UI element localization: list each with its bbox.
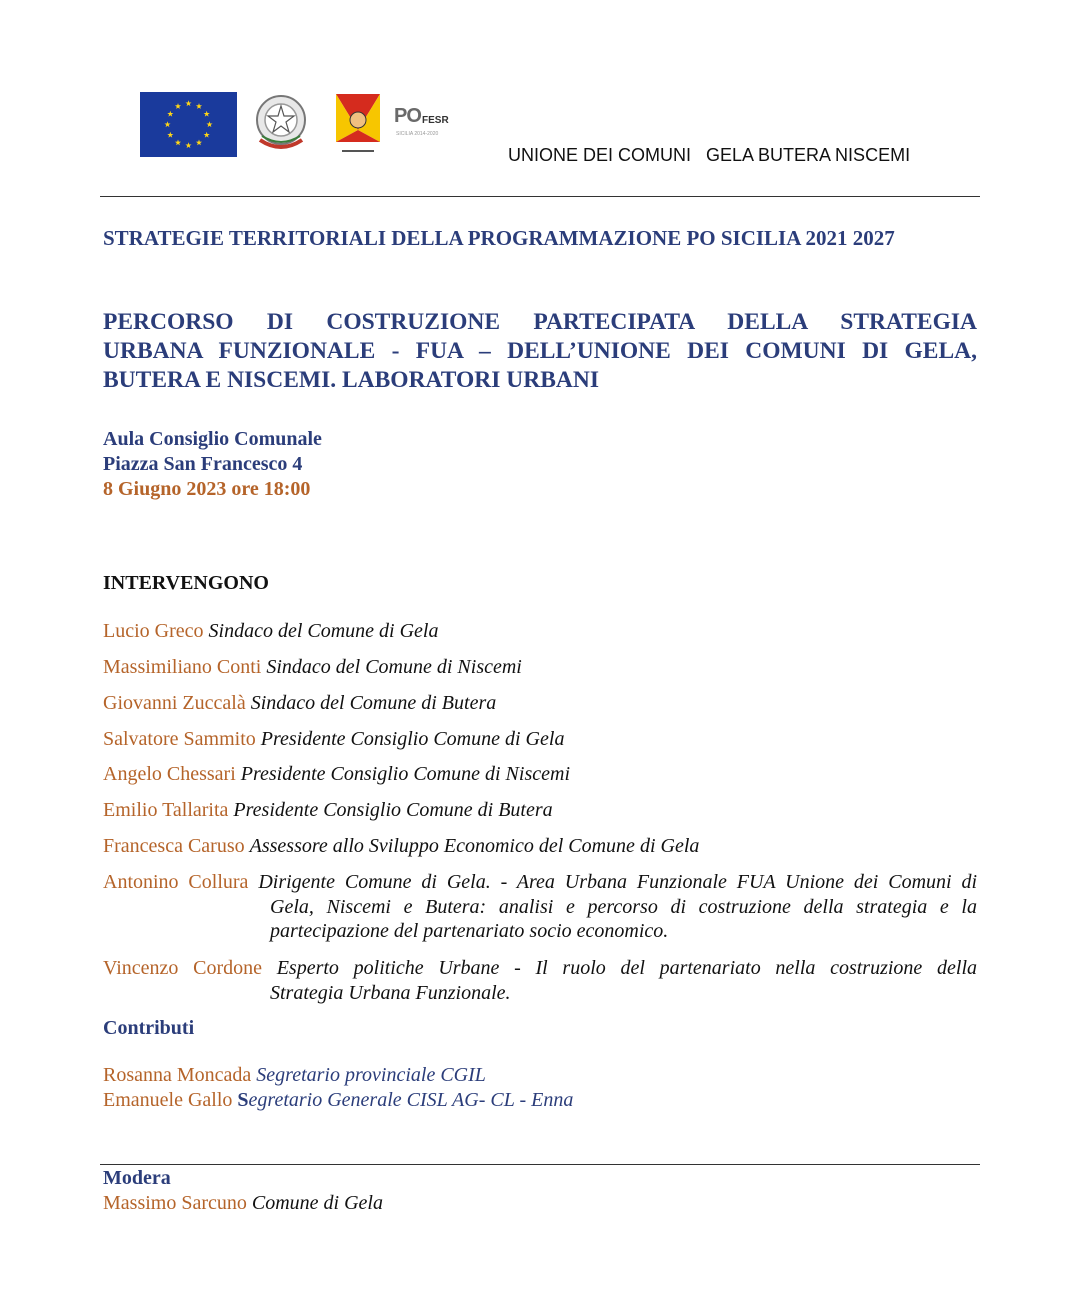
moderator-item	[103, 1192, 383, 1215]
main-title-line2: URBANA FUNZIONALE - FUA – DELL’UNIONE DEI COMUNI DI GELA,	[103, 338, 977, 364]
moderator-heading: Modera	[103, 1167, 171, 1189]
event-datetime: 8 Giugno 2023 ore 18:00	[103, 478, 311, 500]
speaker-role-continued: Gela, Niscemi e Butera: analisi e percorso di costruzione della strategia e la partecipazione del partenariato socio economico.	[270, 895, 977, 942]
speaker-name: Antonino Collura	[103, 871, 249, 893]
contributions-heading: Contributi	[103, 1017, 195, 1039]
contributor-name: Emanuele Gallo	[103, 1089, 233, 1111]
speaker-item	[103, 956, 977, 1005]
main-title-line3: BUTERA E NISCEMI. LABORATORI URBANI	[103, 367, 599, 393]
speaker-item	[103, 727, 977, 752]
speaker-item	[103, 691, 977, 716]
speaker-name: Giovanni Zuccalà	[103, 692, 246, 714]
speaker-role-continued: Strategia Urbana Funzionale.	[270, 981, 511, 1004]
speaker-role: Sindaco del Comune di Gela	[208, 620, 439, 642]
speaker-role: Presidente Consiglio Comune di Gela	[260, 728, 565, 750]
venue-hall: Aula Consiglio Comunale	[103, 428, 322, 450]
contributor-role: egretario Generale CISL AG- CL - Enna	[248, 1089, 574, 1111]
speaker-name: Francesca Caruso	[103, 835, 245, 857]
speaker-item	[103, 870, 977, 944]
po-logo-subtext: SICILIA 2014-2020	[396, 131, 439, 137]
eu-stars-icon	[140, 92, 237, 157]
speaker-role: Dirigente Comune di Gela. - Area Urbana Funzionale FUA Unione dei Comuni di	[258, 871, 978, 893]
speakers-heading: INTERVENGONO	[103, 572, 269, 594]
moderator-role: Comune di Gela	[251, 1192, 383, 1214]
speaker-role: Esperto politiche Urbane - Il ruolo del partenariato nella costruzione della	[276, 957, 977, 979]
speaker-name: Salvatore Sammito	[103, 728, 256, 750]
speaker-role: Assessore allo Sviluppo Economico del Comune di Gela	[249, 835, 700, 857]
union-header-text: UNIONE DEI COMUNI GELA BUTERA NISCEMI	[508, 145, 911, 165]
footer-divider	[100, 1164, 980, 1165]
speaker-name: Massimiliano Conti	[103, 656, 262, 678]
header-divider	[100, 196, 980, 197]
po-logo-text: PO	[394, 105, 421, 127]
sicilian-region-logo	[334, 92, 382, 156]
main-title-line1: PERCORSO DI COSTRUZIONE PARTECIPATA DELLA STRATEGIA	[103, 309, 977, 335]
speaker-name: Angelo Chessari	[103, 763, 236, 785]
speaker-role: Sindaco del Comune di Niscemi	[266, 656, 522, 678]
strategy-title: STRATEGIE TERRITORIALI DELLA PROGRAMMAZIONE PO SICILIA 2021 2027	[103, 226, 895, 250]
fesr-logo-text: FESR	[422, 115, 449, 126]
contributor-role-initial: S	[237, 1089, 249, 1111]
main-title	[103, 308, 977, 395]
speaker-role: Sindaco del Comune di Butera	[250, 692, 497, 714]
speaker-item	[103, 834, 977, 859]
moderator-name: Massimo Sarcuno	[103, 1192, 247, 1214]
contributor-role: Segretario provinciale CGIL	[256, 1064, 486, 1086]
emblem-icon	[252, 90, 310, 156]
speaker-item	[103, 798, 977, 823]
speaker-name: Vincenzo Cordone	[103, 957, 263, 979]
speaker-role: Presidente Consiglio Comune di Butera	[233, 799, 553, 821]
speaker-item	[103, 655, 977, 680]
venue-address: Piazza San Francesco 4	[103, 453, 303, 475]
trinacria-icon	[334, 92, 382, 156]
speaker-role: Presidente Consiglio Comune di Niscemi	[240, 763, 570, 785]
speaker-name: Emilio Tallarita	[103, 799, 229, 821]
po-fesr-logo	[394, 105, 456, 145]
contributor-name: Rosanna Moncada	[103, 1064, 252, 1086]
eu-flag-logo	[140, 92, 237, 157]
speaker-item	[103, 619, 977, 644]
contribution-item	[103, 1064, 486, 1087]
contribution-item	[103, 1089, 573, 1112]
speaker-item	[103, 762, 977, 787]
italian-republic-emblem-logo	[252, 90, 310, 156]
speaker-name: Lucio Greco	[103, 620, 204, 642]
